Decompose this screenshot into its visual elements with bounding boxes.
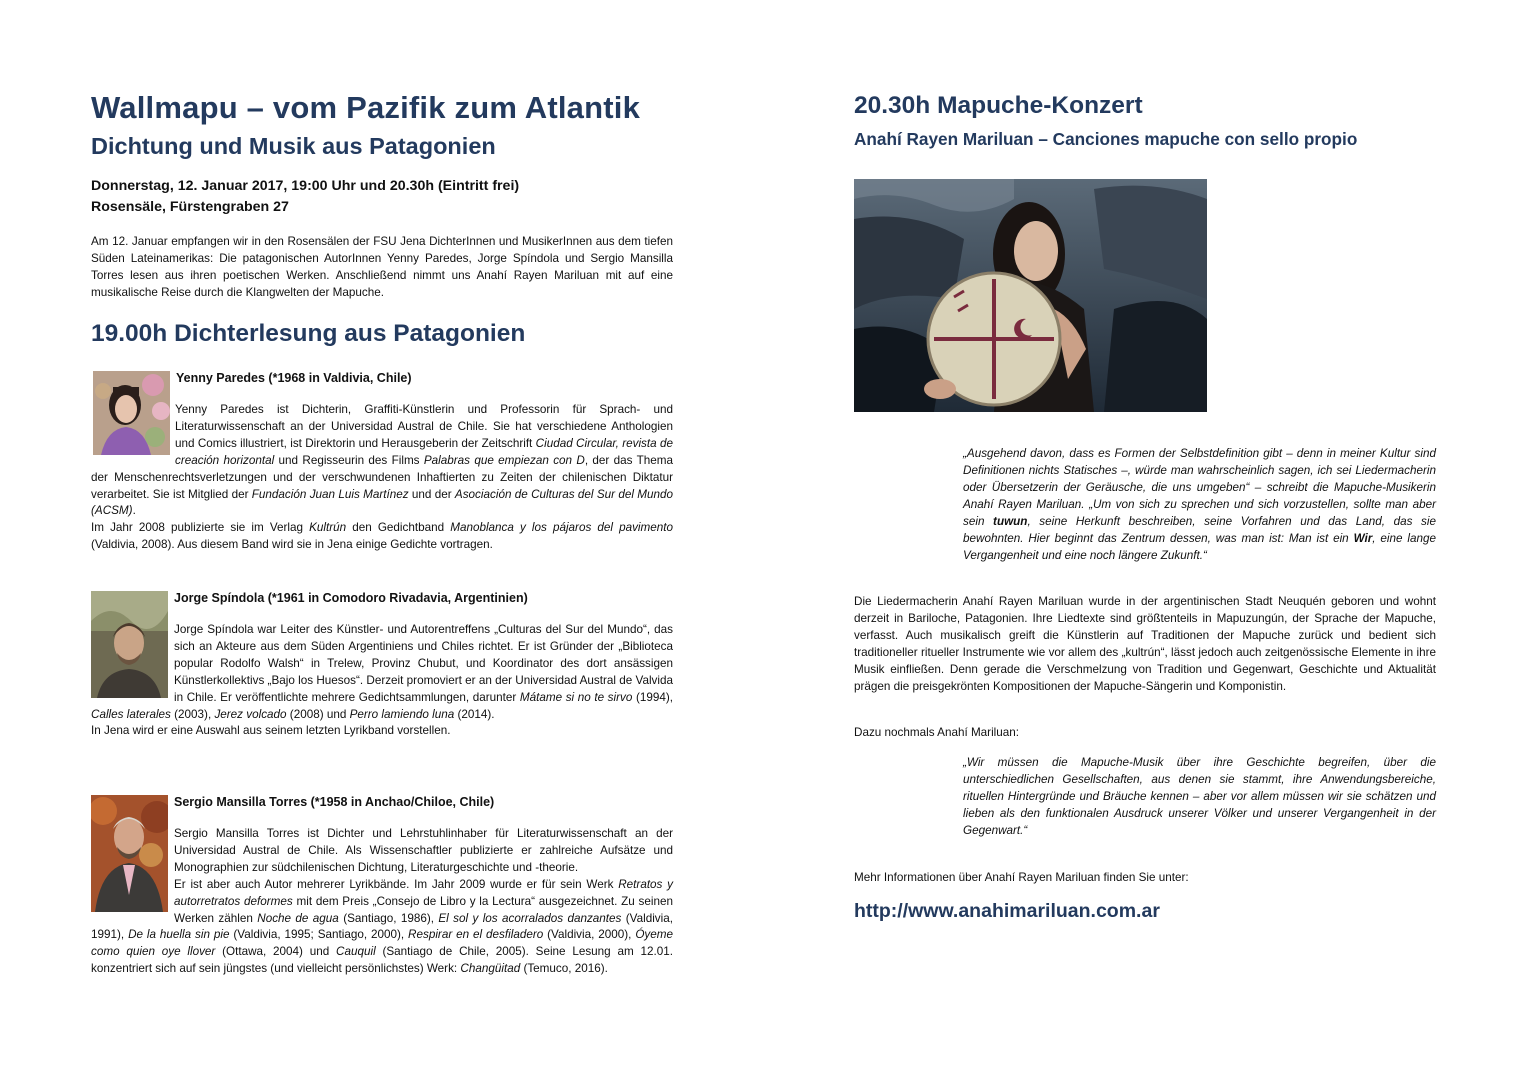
portrait-jorge-spindola-image <box>91 591 168 698</box>
text-run: „Ausgehend davon, dass es Formen der Selbstdefinition gibt – denn in meiner Kultur sind Definitionen nichts Statisches –, würde man wahrscheinlich sagen, ich sei Liedermacherin oder Übersetzerin der Geräusche, die uns umgeben“ <box>963 447 1436 494</box>
text-run: Asociación de Culturas del Sur del Mundo (ACSM) <box>91 487 673 518</box>
text-run: Calles laterales <box>91 707 171 721</box>
text-run: Wir <box>1353 532 1373 545</box>
text-run: . <box>132 504 136 518</box>
reading-heading: 19.00h Dichterlesung aus Patagonien <box>91 320 526 347</box>
text-run: Palabras que empiezan con D <box>423 453 585 467</box>
portrait-yenny-paredes-image <box>93 371 170 455</box>
quote-mapuche-music: „Wir müssen die Mapuche-Musik über ihre Geschichte begreifen, über die unterschiedlichen Gesellschaften, aus denen sie stammt, ihre Anwendungsbereiche, rituellen Hintergründe und Bräuche kennen – aber vor allem müssen wir sie schätzen und lieben als den funktionalen Ausdruck unserer Völker und unserer Vergangenheit in der Gegenwart.“ <box>963 756 1436 837</box>
text-run: und der <box>408 487 455 501</box>
page-subtitle: Dichtung und Musik aus Patagonien <box>91 133 496 159</box>
text-run: Sergio Mansilla Torres ist Dichter und Lehrstuhlinhaber für Literaturwissenschaft an der Universidad Austral de Chile. Als Wissenschaftler publizierte er zahlreiche Aufsätze und Monographien zur südchilenischen Dichtung, Literaturgeschichte und -theorie. <box>174 827 673 874</box>
website-link[interactable]: http://www.anahimariluan.com.ar <box>854 900 1160 922</box>
text-run: und Regisseurin des Films <box>274 453 424 467</box>
more-info-text: Mehr Informationen über Anahí Rayen Mariluan finden Sie unter: <box>854 871 1189 884</box>
text-run: Noche de agua <box>257 911 339 925</box>
text-run: Retratos y autorretratos deformes <box>174 877 674 908</box>
text-run: (1994), <box>632 690 674 704</box>
text-run: Fundación Juan Luis Martínez <box>251 487 409 501</box>
poet-block-mansilla <box>91 793 673 978</box>
poet-bio <box>91 369 673 554</box>
text-run: (2008) und <box>286 707 350 721</box>
text-run: Jerez volcado <box>214 707 287 721</box>
text-run: (2014). <box>454 707 495 721</box>
text-run: , seine Herkunft beschreiben, seine Vorfahren und das Land, das sie bewohnten. Hier beginnt das Zentrum dessen, was man ist: Man ist ein <box>963 515 1436 545</box>
text-run: , der das Thema der Menschenrechtsverletzungen und der verschwundenen Inhaftierten zu Zeiten der chilenischen Diktatur verarbeitet. Sie ist Mitglied der <box>91 453 673 501</box>
text-run: Jorge Spíndola war Leiter des Künstler- und Autorentreffens „Culturas del Sur del Mundo“, das sich an Akteure aus dem Süden Argentiniens und Chiles richtet. Er ist Gründer der „Biblioteca popular Rodolfo Walsh“ in Trelew, Provinz Chubut, und Koordinator des dort ansässigen Künstlerkollektivs „Bajo los Huesos“. Derzeit promoviert er an der Universidad Austral de Valvida in Chile. Er veröffentlichte mehrere Gedichtsammlungen, darunter <box>174 623 673 704</box>
text-run: In Jena wird er eine Auswahl aus seinem letzten Lyrikband vorstellen. <box>91 724 451 738</box>
text-run: Manoblanca y los pájaros del pavimento <box>450 521 673 535</box>
text-run: mit dem Preis „Consejo de Libro y la Lectura“ ausgezeichnet. Zu seinen Werken zählen <box>174 894 673 925</box>
text-run: (Valdivia, 2008). Aus diesem Band wird sie in Jena einige Gedichte vortragen. <box>91 538 493 552</box>
concert-again-intro: Dazu nochmals Anahí Mariluan: <box>854 726 1020 739</box>
intro-paragraph: Am 12. Januar empfangen wir in den Rosensälen der FSU Jena DichterInnen und MusikerInnen aus dem tiefen Süden Lateinamerikas: Die patagonischen AutorInnen Yenny Paredes, Jorge Spíndola und Sergio Mansilla Torres lesen aus ihren poetischen Werken. Anschließend nimmt uns Anahí Rayen Mariluan mit auf eine musikalische Reise durch die Klangwelten der Mapuche. <box>91 235 673 299</box>
text-run: (Valdivia, 1991), <box>91 911 673 942</box>
text-run: (Valdivia, 2000), <box>543 928 636 942</box>
text-run: Im Jahr 2008 publizierte sie im Verlag <box>91 521 310 535</box>
text-run: De la huella sin pie <box>128 928 230 942</box>
text-run: den Gedichtband <box>346 521 451 535</box>
text-run: Er ist aber auch Autor mehrerer Lyrikbände. Im Jahr 2009 wurde er für sein Werk <box>174 877 619 891</box>
poet-bio <box>91 589 673 740</box>
text-run: (Santiago, 1986), <box>338 911 439 925</box>
poet-block-paredes <box>91 369 673 554</box>
poet-name: Yenny Paredes (*1968 in Valdivia, Chile) <box>176 371 412 385</box>
text-run: , eine lange Vergangenheit und eine noch längere Zukunft.“ <box>963 532 1436 562</box>
poet-name: Jorge Spíndola (*1961 in Comodoro Rivadavia, Argentinien) <box>174 591 528 605</box>
poet-name: Sergio Mansilla Torres (*1958 in Anchao/Chiloe, Chile) <box>174 795 495 809</box>
text-run: Changüitad <box>460 962 521 976</box>
text-run: Mátame si no te sirvo <box>519 690 633 704</box>
concert-photo-anahi-mariluan <box>854 179 1207 412</box>
text-run: Perro lamiendo luna <box>349 707 455 721</box>
text-run: Respirar en el desfiladero <box>408 928 544 942</box>
text-run: (Ottawa, 2004) und <box>215 945 337 959</box>
text-run: El sol y los acorralados danzantes <box>438 911 622 925</box>
text-run: (Valdivia, 1995; Santiago, 2000), <box>229 928 409 942</box>
text-run: Kultrún <box>309 521 347 535</box>
text-run: Ciudad Circular, revista de creación horizontal <box>175 436 673 467</box>
concert-photo-image <box>854 179 1207 412</box>
event-date: Donnerstag, 12. Januar 2017, 19:00 Uhr und 20.30h (Eintritt frei) <box>91 178 520 194</box>
text-run: (Santiago de Chile, 2005). Seine Lesung am 12.01. konzentriert sich auf sein jüngstes (und vielleicht persönlichstes) Werk: <box>91 945 673 976</box>
concert-subheading: Anahí Rayen Mariluan – Canciones mapuche con sello propio <box>854 129 1358 149</box>
portrait-jorge-spindola <box>91 591 168 698</box>
text-run: (2003), <box>170 707 215 721</box>
text-run: tuwun <box>993 515 1028 528</box>
concert-body: Die Liedermacherin Anahí Rayen Mariluan wurde in der argentinischen Stadt Neuquén geboren und wohnt derzeit in Bariloche, Patagonien. Ihre Liedtexte sind größtenteils in Mapuzungún, der Sprache der Mapuche, verfasst. Auch musikalisch greift die Künstlerin auf Traditionen der Mapuche zurück und bedient sich traditioneller ritueller Instrumente wie vor allem des „kultrún“, lässt jedoch auch zeitgenössische Elemente in ihre Musik einfließen. Denn gerade die Verschmelzung von Tradition und Gegenwart, Geschichte und Aktualität prägen die preisgekrönten Kompositionen der Mapuche-Sängerin und Komponistin. <box>854 595 1436 693</box>
page-title: Wallmapu – vom Pazifik zum Atlantik <box>91 90 641 125</box>
event-venue: Rosensäle, Fürstengraben 27 <box>91 199 289 215</box>
portrait-sergio-mansilla <box>91 795 168 912</box>
text-run: Óyeme como quien oye llover <box>91 928 673 959</box>
poet-bio <box>91 793 673 978</box>
portrait-yenny-paredes <box>93 371 170 455</box>
text-run: (Temuco, 2016). <box>520 962 608 976</box>
text-run: – schreibt die Mapuche-Musikerin Anahí Rayen Mariluan. <box>963 481 1436 511</box>
text-run: Yenny Paredes ist Dichterin, Graffiti-Künstlerin und Professorin für Sprach- und Literaturwissenschaft an der Universidad Austral de Chile. Sie hat verschiedene Anthologien und Comics illustriert, ist Direktorin und Herausgeberin der Zeitschrift <box>175 403 673 450</box>
quote-selfdefinition <box>963 445 1436 564</box>
portrait-sergio-mansilla-image <box>91 795 168 912</box>
text-run: „Um von sich zu sprechen und sich vorzustellen, sollte man aber sein <box>963 498 1437 528</box>
poet-block-spindola <box>91 589 673 740</box>
concert-heading: 20.30h Mapuche-Konzert <box>854 92 1143 119</box>
text-run: Cauquil <box>336 945 376 959</box>
